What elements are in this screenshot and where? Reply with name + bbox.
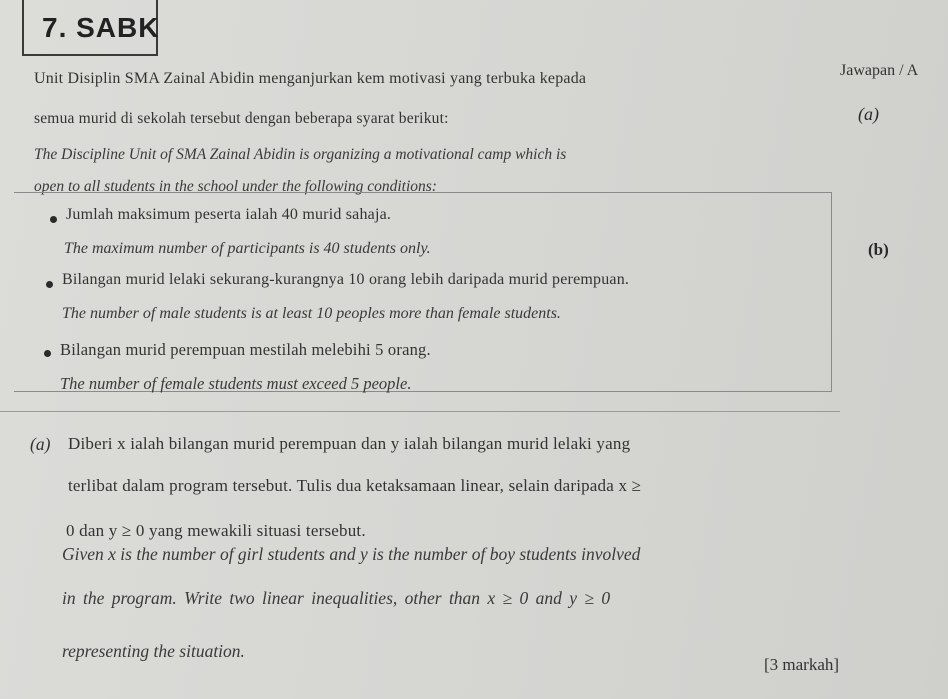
part-a-english-line-3: representing the situation.	[62, 641, 245, 661]
condition-2-english: The number of male students is at least 10 peoples more than female students.	[62, 305, 561, 322]
marks-label: [3 markah]	[764, 655, 840, 674]
intro-english-line-1: The Discipline Unit of SMA Zainal Abidin is organizing a motivational camp which is	[34, 146, 567, 163]
part-a-malay-line-2: terlibat dalam program tersebut. Tulis dua ketaksamaan linear, selain daripada x ≥	[68, 476, 642, 495]
condition-1-english: The maximum number of participants is 40 students only.	[64, 240, 431, 257]
intro-english-line-2: open to all students in the school under the following conditions:	[34, 178, 437, 195]
part-a-english-line-1: Given x is the number of girl students and y is the number of boy students involved	[62, 544, 641, 564]
part-a-malay-line-3: 0 dan y ≥ 0 yang mewakili situasi tersebut.	[66, 521, 366, 540]
condition-2-malay: Bilangan murid lelaki sekurang-kurangnya 10 orang lebih daripada murid perempuan.	[62, 271, 630, 288]
bullet-3	[44, 350, 51, 357]
bullet-1	[50, 216, 57, 223]
section-divider	[0, 411, 840, 412]
condition-3-malay: Bilangan murid perempuan mestilah melebihi 5 orang.	[60, 340, 431, 359]
answer-label-b: (b)	[868, 240, 889, 259]
part-a-malay-line-1: Diberi x ialah bilangan murid perempuan dan y ialah bilangan murid lelaki yang	[68, 434, 631, 453]
intro-malay-line-1: Unit Disiplin SMA Zainal Abidin menganjurkan kem motivasi yang terbuka kepada	[34, 70, 587, 87]
part-a-label: (a)	[30, 434, 51, 454]
answer-column-header: Jawapan / A	[840, 62, 919, 79]
part-a-english-line-2: in the program. Write two linear inequalities, other than x ≥ 0 and y ≥ 0	[62, 588, 611, 608]
condition-1-malay: Jumlah maksimum peserta ialah 40 murid sahaja.	[66, 206, 392, 223]
condition-3-english: The number of female students must exceed 5 people.	[60, 374, 412, 393]
question-number: 7. SABK	[42, 12, 160, 43]
answer-label-a: (a)	[858, 104, 879, 124]
bullet-2	[46, 281, 53, 288]
intro-malay-line-2: semua murid di sekolah tersebut dengan beberapa syarat berikut:	[34, 110, 449, 127]
